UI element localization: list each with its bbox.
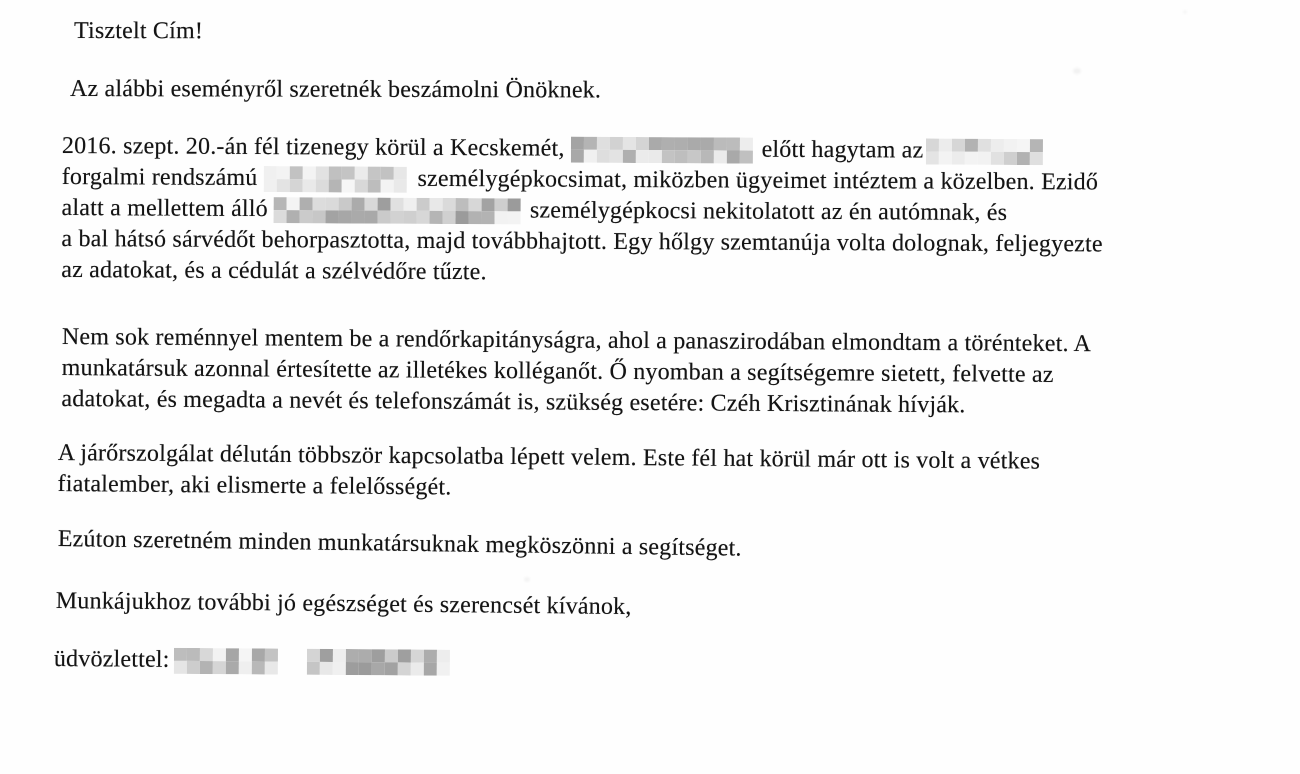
- letter-line: [70, 74, 1270, 108]
- letter-text: előtt hagytam az: [761, 136, 924, 164]
- letter-line: [74, 16, 1270, 49]
- redaction-block: [263, 166, 411, 193]
- letter-text: Nem sok reménnyel mentem be a rendőrkapitányságra, ahol a panaszirodában elmondtam a törénteket. A: [61, 323, 1092, 358]
- letter-text: Ezúton szeretném minden munkatársuknak megköszönni a segítséget.: [57, 525, 742, 562]
- scan-artifact: [1183, 10, 1187, 14]
- redaction-block: [274, 197, 524, 224]
- letter-text: üdvözlettel:: [53, 645, 170, 673]
- patrol-paragraph: [57, 438, 1269, 511]
- police-paragraph: [61, 322, 1270, 423]
- letter-text: a bal hátsó sárvédőt behorpasztotta, majd továbbhajtott. Egy hőlgy szemtanúja volta dolognak, feljegyezte: [61, 225, 1103, 258]
- letter-text: A járőrszolgálat délután többször kapcsolatba lépett velem. Este fél hat körül már ott is volt a vétkes: [57, 439, 1041, 475]
- redaction-block: [306, 649, 461, 676]
- letter-text: személygépkocsi nekitolatott az én autómnak, és: [529, 197, 1008, 226]
- letter-text: 2016. szept. 20.-án fél tizenegy körül a Kecskemét,: [61, 132, 565, 162]
- redaction-block: [925, 139, 1053, 166]
- letter-text: forgalmi rendszámú: [61, 163, 258, 192]
- letter-line: [61, 255, 1269, 292]
- letter-text: személygépkocsimat, miközben ügyeimet intéztem a közelben. Ezidő: [417, 165, 1099, 196]
- wishes-paragraph: [56, 586, 1270, 630]
- letter-line: [56, 586, 1270, 630]
- letter-text: fiatalember, aki elismerte a felelősségét.: [57, 470, 452, 501]
- signature-line: [54, 644, 1270, 683]
- incident-paragraph: [61, 131, 1270, 292]
- redaction-block: [173, 648, 286, 675]
- redaction-block: [571, 137, 756, 164]
- letter-text: Munkájukhoz további jó egészséget és szerencsét kívánok,: [55, 587, 632, 621]
- intro-paragraph: [70, 74, 1270, 108]
- letter-text: adatokat, és megadta a nevét és telefonszámát is, szükség esetére: Czéh Krisztinának hívják.: [61, 385, 966, 419]
- letter-line: [54, 644, 1270, 683]
- letter-text: Az alábbi eseményről szeretnék beszámolni Önöknek.: [69, 75, 602, 104]
- letter-text: az adatokat, és a cédulát a szélvédőre tűzte.: [61, 256, 487, 286]
- thanks-paragraph: [58, 524, 1270, 572]
- scan-artifact: [524, 577, 530, 582]
- scan-artifact: [1073, 68, 1081, 74]
- letter-text: munkatársuk azonnal értesítette az illetékes kolléganőt. Ő nyomban a segítségemre sietett, felvette az: [61, 354, 1054, 388]
- letter-text: alatt a mellettem álló: [61, 194, 268, 223]
- letter-text: Tisztelt Cím!: [73, 17, 204, 45]
- letter-line: [58, 524, 1270, 572]
- salutation: [74, 16, 1270, 49]
